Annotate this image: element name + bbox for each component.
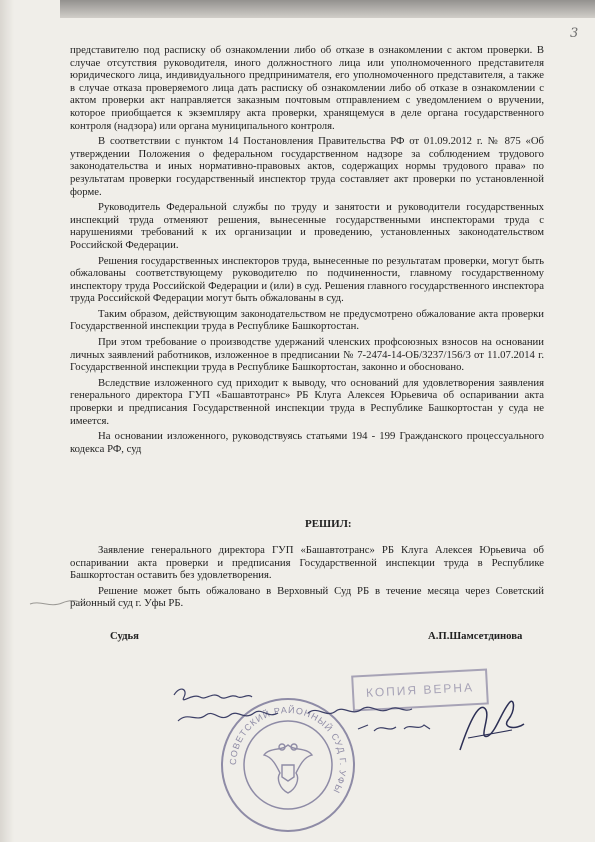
paragraph: В соответствии с пунктом 14 Постановления Правительства РФ от 01.09.2012 г. № 875 «Об утверждении Положения о федеральном государственном надзоре за соблюдением трудового законодательства и иных нормативно-правовых актов, содержащих нормы трудового права» по результатам проверки государственный инспектор труда составляет акт проверки по установленной форме. xyxy=(70,135,544,198)
page-edge xyxy=(0,0,14,842)
handwritten-note xyxy=(168,683,468,753)
paragraph: На основании изложенного, руководствуясь статьями 194 - 199 Гражданского процессуального кодекса РФ, суд xyxy=(70,430,544,455)
copy-verified-stamp: КОПИЯ ВЕРНА xyxy=(351,668,489,711)
page-number: 3 xyxy=(570,26,579,41)
paragraph: представителю под расписку об ознакомлении либо об отказе в ознакомлении с актом проверки. В случае отсутствия руководителя, иного должностного лица или уполномоченного представителя юридического лица, индивидуального предпринимателя, его уполномоченного представителя, а также в случае отказа проверяемого лица дать расписку об ознакомлении либо об отказе в ознакомлении с актом проверки акт направляется заказным почтовым отправлением с уведомлением о вручении, которое приобщается к экземпляру акта проверки, хранящемуся в деле органа государственного контроля (надзора) или органа муниципального контроля. xyxy=(70,44,544,132)
resolution-paragraph: Заявление генерального директора ГУП «Башавтотранс» РБ Клуга Алексея Юрьевича об оспаривании акта проверки и предписания Государственной инспекции труда в Республике Башкортостан оставить без удовлетворения. xyxy=(70,544,544,582)
paragraph: Вследствие изложенного суд приходит к выводу, что оснований для удовлетворения заявления генерального директора ГУП «Башавтотранс» РБ Клуга Алексея Юрьевича об оспаривании акта проверки и предписания Государственной инспекции труда в Республике Башкортостан у суда не имеется. xyxy=(70,376,544,427)
judge-name: А.П.Шамсетдинова xyxy=(428,630,523,642)
resolution-paragraph: Решение может быть обжаловано в Верховный Суд РБ в течение месяца через Советский районный суд г. Уфы РБ. xyxy=(70,584,544,610)
resolution-body xyxy=(70,544,544,613)
decision-body xyxy=(70,44,544,458)
paper-crease-mark xyxy=(28,598,88,610)
paragraph: Руководитель Федеральной службы по труду и занятости и руководители государственных инспекций труда отменяют решения, вынесенные государственными инспекторами труда с нарушениями требований к их организации и проведению, установленных законодательством Российской Федерации. xyxy=(70,201,544,251)
scan-shadow-band xyxy=(60,0,595,18)
paragraph: Решения государственных инспекторов труда, вынесенные по результатам проверки, могут быть обжалованы соответствующему руководителю по подчиненности, главному государственному инспектору труда Российской Федерации и (или) в суд. Решения главного государственного инспектора труда Российской Федерации могут быть обжалованы в суд. xyxy=(70,254,544,305)
resolution-heading: РЕШИЛ: xyxy=(305,518,352,530)
paragraph: При этом требование о производстве удержаний членских профсоюзных взносов на основании личных заявлений работников, изложенное в предписании № 7-2474-14-ОБ/3237/156/3 от 11.07.2014 г. Государственной инспекции труда в Республике Башкортостан, законно и обосновано. xyxy=(70,336,544,374)
seal-text: СОВЕТСКИЙ РАЙОННЫЙ СУД Г. УФЫ xyxy=(227,704,349,796)
judge-label: Судья xyxy=(110,630,139,642)
paragraph: Таким образом, действующим законодательством не предусмотрено обжалование акта проверки Государственной инспекции труда в Республике Башкортостан. xyxy=(70,307,544,333)
judge-signature xyxy=(450,690,530,760)
